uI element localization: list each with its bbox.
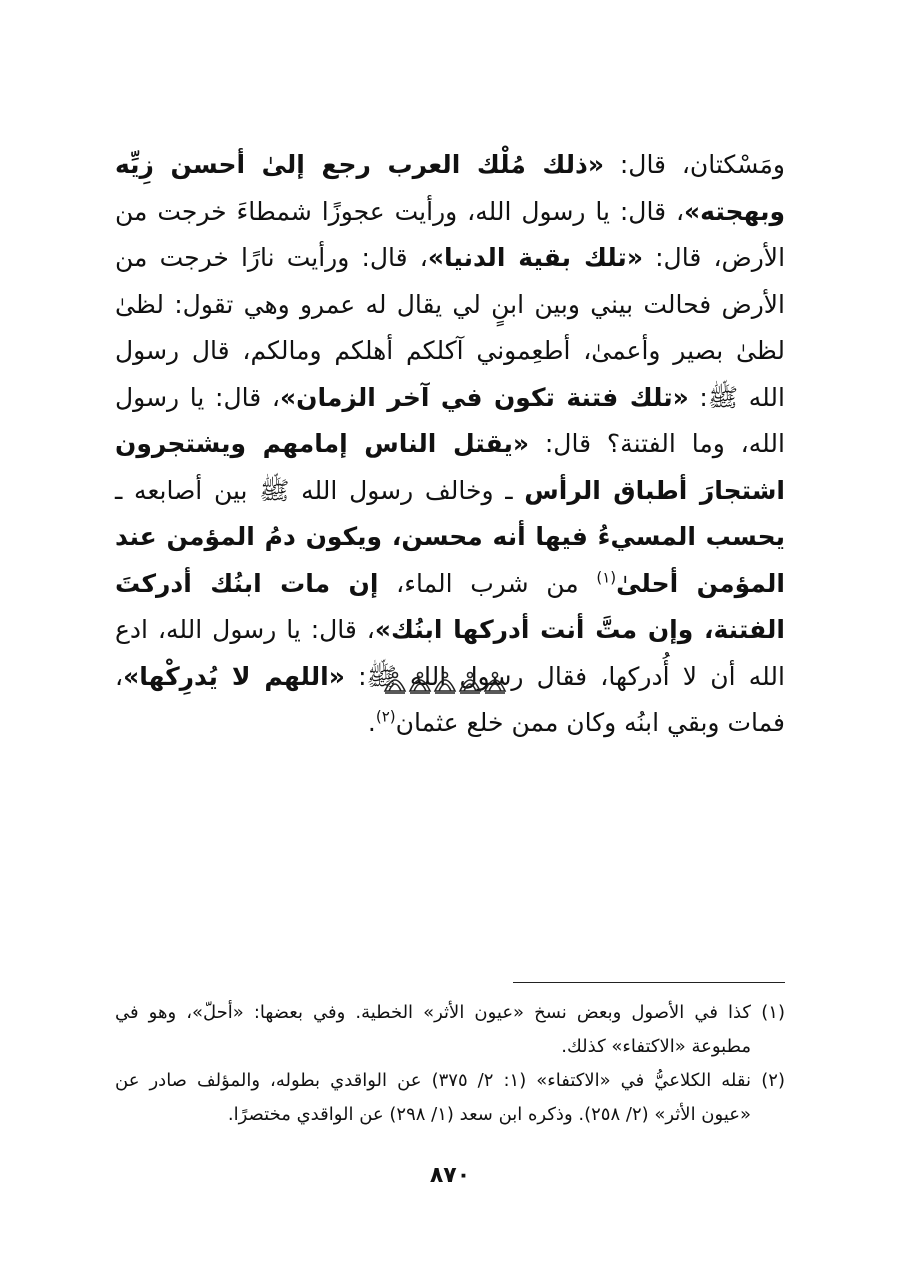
footnote-marker[interactable]: (٢) [375,707,396,726]
main-text [115,142,785,747]
footnote-number: (١) [761,1002,785,1023]
footnote-number: (٢) [761,1070,785,1091]
decorative-divider-icon [380,663,510,697]
quoted-text: إن مات ابنُك أدركتَ الفتنة، وإن متَّ أنت أدركها ابنُك» [115,568,785,644]
text-segment: من شرب الماء، [378,568,597,598]
quoted-text: «تلك بقية الدنيا» [427,243,643,272]
quoted-text: «اللهم لا يُدرِكْها» [123,661,345,691]
text-segment: ، قال: يا رسول الله، وما الفتنة؟ قال: [115,382,785,458]
quoted-text: «تلك فتنة تكون في آخر الزمان» [279,382,689,412]
footnote-item [115,1064,785,1132]
text-segment: . [367,708,376,737]
text-segment: ، قال: يا رسول الله، ورأيت عجوزًا شمطاءَ خرجت من الأرض، قال: [115,196,786,272]
text-segment: ، فمات وبقي ابنُه وكان ممن خلع عثمان [115,661,785,737]
footnotes [115,996,785,1132]
quoted-text: يحسب المسيءُ فيها أنه محسن، ويكون دمُ المؤمن عند المؤمن أحلىٰ [115,522,785,598]
quoted-text: «ذلك مُلْك العرب رجع إلىٰ أحسن زِيِّه وبهجته» [115,150,785,226]
footnote-text: كذا في الأصول وبعض نسخ «عيون الأثر» الخطية. وفي بعضها: «أحلّ»، وهو في مطبوعة «الاكتفاء» كذلك. [115,1002,751,1057]
floral-ornament-icon [380,663,510,697]
footnote-item [115,996,785,1064]
footnote-marker[interactable]: (١) [596,568,617,587]
footnote-separator [513,982,785,983]
footnote-text: نقله الكلاعيُّ في «الاكتفاء» (١: ٢/ ٣٧٥) عن الواقدي بطوله، والمؤلف صادر عن «عيون الأثر» (٢/ ٢٥٨). وذكره ابن سعد (١/ ٢٩٨) عن الواقدي مختصرًا. [115,1070,751,1125]
text-segment: ، قال: يا رسول الله، ادع الله أن لا أُدركها، فقال رسول الله ﷺ: [115,615,785,691]
text-segment: ومَسْكتان، قال: [604,150,785,179]
text-segment: ، قال: ورأيت نارًا خرجت من الأرض فحالت بيني وبين ابنٍ لي يقال له عمرو وهي تقول: لظىٰ لظىٰ بصير وأعمىٰ، أطعِموني آكلكم أهلكم ومالكم، قال رسول الله ﷺ: [115,243,785,412]
page-number: ٨٧٠ [429,1163,471,1188]
quoted-text: «يقتل الناس إمامهم ويشتجرون اشتجارَ أطباق الرأس [115,429,785,505]
text-segment: ـ وخالف رسول الله ﷺ بين أصابعه ـ [115,475,525,505]
